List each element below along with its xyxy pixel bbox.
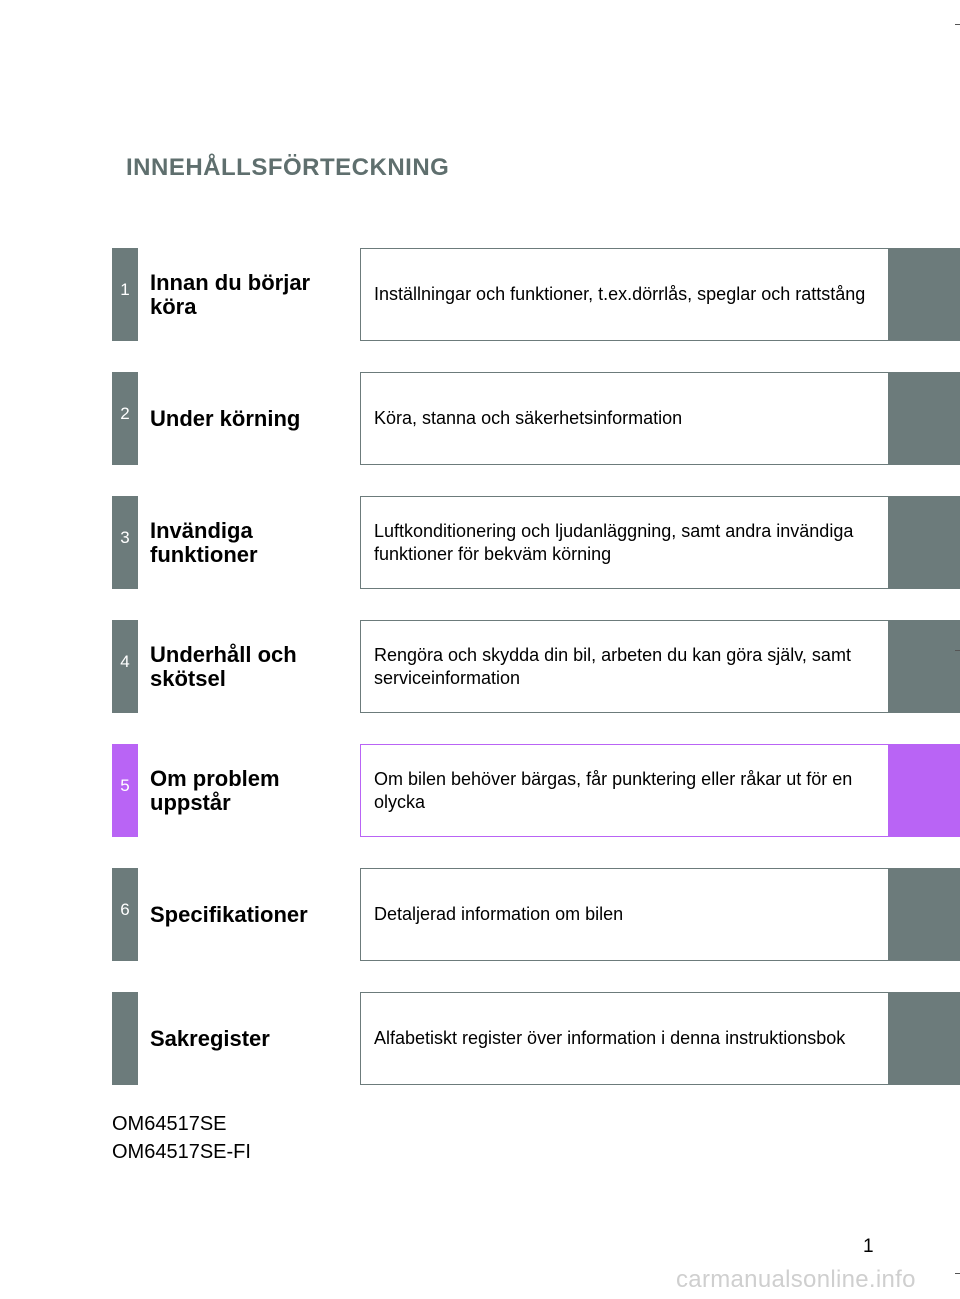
chapter-title[interactable]: Invändiga funktioner (150, 517, 258, 567)
chapter-tab-left (112, 868, 138, 961)
toc-row-1[interactable] (112, 248, 960, 341)
toc-row-index[interactable] (112, 992, 960, 1085)
chapter-description-box (360, 744, 889, 837)
chapter-tab-left (112, 744, 138, 837)
manual-code-fi: OM64517SE-FI (112, 1141, 251, 1163)
manual-code: OM64517SE (112, 1113, 227, 1135)
chapter-tab-left (112, 372, 138, 465)
chapter-description: Köra, stanna och säkerhetsinformation (374, 408, 683, 428)
chapter-description: Rengöra och skydda din bil, arbeten du kan göra själv, samt serviceinformation (374, 644, 851, 688)
chapter-number: 4 (120, 652, 130, 671)
chapter-number: 6 (120, 900, 130, 919)
chapter-title[interactable]: Om problem uppstår (150, 765, 280, 815)
chapter-title[interactable]: Underhåll och skötsel (150, 641, 297, 691)
chapter-number: 5 (120, 776, 130, 795)
chapter-tab-right[interactable] (888, 868, 960, 961)
chapter-description: Luftkonditionering och ljudanläggning, samt andra invändiga funktioner för bekväm körning (374, 520, 854, 564)
chapter-description-box (360, 620, 889, 713)
crop-mark (955, 650, 960, 651)
chapter-number: 1 (120, 280, 130, 299)
toc-row-5[interactable] (112, 744, 960, 837)
chapter-number: 3 (120, 528, 130, 547)
toc-row-6[interactable] (112, 868, 960, 961)
chapter-tab-left (112, 992, 138, 1085)
chapter-title[interactable]: Specifikationer (150, 901, 308, 927)
chapter-description-box (360, 496, 889, 589)
chapter-tab-right[interactable] (888, 620, 960, 713)
chapter-title[interactable]: Under körning (150, 405, 301, 431)
chapter-description-box (360, 868, 889, 961)
toc-row-4[interactable] (112, 620, 960, 713)
chapter-number: 2 (120, 404, 130, 423)
chapter-tab-left (112, 496, 138, 589)
chapter-description-box (360, 992, 889, 1085)
chapter-description: Om bilen behöver bärgas, får punktering eller råkar ut för en olycka (374, 768, 853, 812)
chapter-tab-right[interactable] (888, 496, 960, 589)
chapter-tab-right[interactable] (888, 372, 960, 465)
chapter-tab-right[interactable] (888, 744, 960, 837)
toc-row-3[interactable] (112, 496, 960, 589)
chapter-tab-left (112, 620, 138, 713)
chapter-tab-right[interactable] (888, 248, 960, 341)
chapter-description-box (360, 372, 889, 465)
chapter-tab-left (112, 248, 138, 341)
page-number: 1 (863, 1236, 874, 1257)
chapter-tab-right[interactable] (888, 992, 960, 1085)
toc-row-2[interactable] (112, 372, 960, 465)
watermark: carmanualsonline.info (676, 1266, 916, 1293)
chapter-description: Inställningar och funktioner, t.ex.dörrlås, speglar och rattstång (374, 284, 866, 304)
crop-mark (955, 1273, 960, 1274)
crop-mark (955, 24, 960, 25)
chapter-description-box (360, 248, 889, 341)
chapter-title[interactable]: Innan du börjar köra (150, 269, 311, 319)
chapter-title[interactable]: Sakregister (150, 1025, 270, 1051)
chapter-description: Alfabetiskt register över information i denna instruktionsbok (374, 1028, 846, 1048)
page-title: INNEHÅLLSFÖRTECKNING (126, 154, 450, 181)
chapter-description: Detaljerad information om bilen (374, 904, 624, 924)
